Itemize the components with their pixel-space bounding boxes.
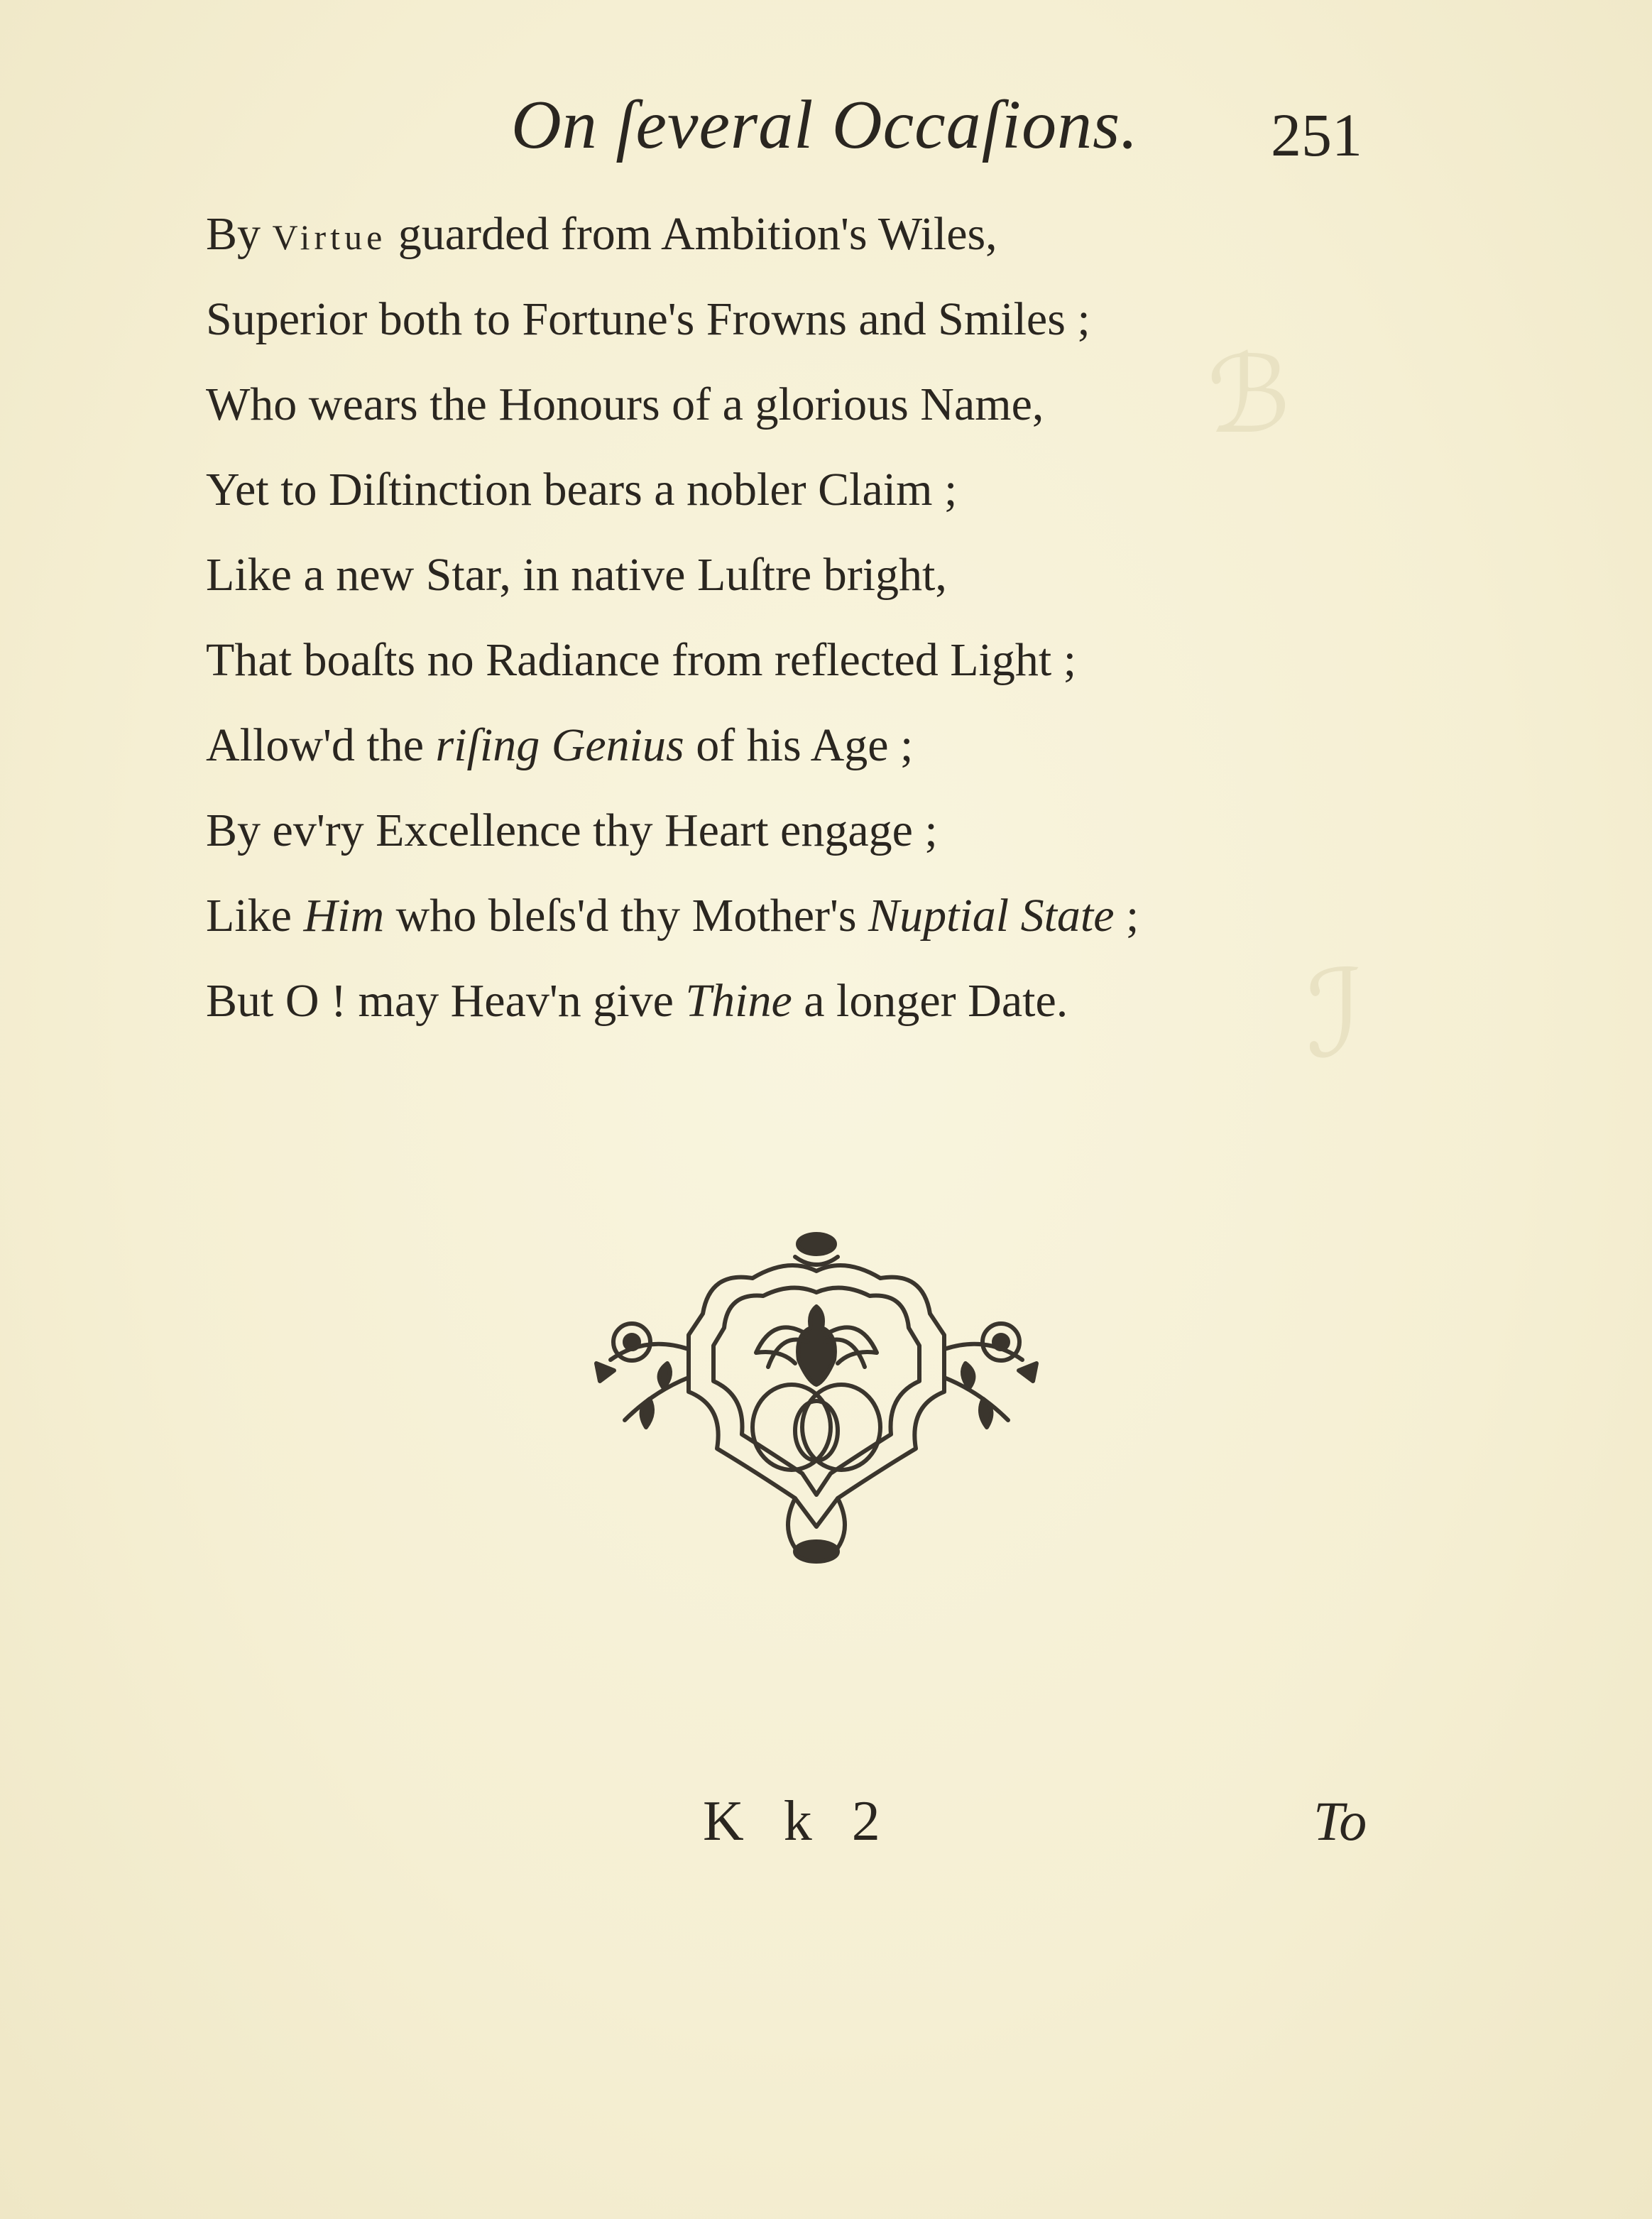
line-text: Yet to Diſtinction bears a nobler Claim ; xyxy=(206,464,958,516)
poem-line xyxy=(206,547,1413,632)
line-text: But O ! may Heav'n give xyxy=(206,975,686,1027)
line-text: Who wears the Honours of a glorious Name, xyxy=(206,378,1044,430)
line-text: Allow'd the xyxy=(206,719,436,771)
line-text: By xyxy=(206,208,273,260)
show-through-texture: ℐ xyxy=(1306,949,1363,1082)
signature-mark: K k 2 xyxy=(703,1790,893,1853)
poem-line xyxy=(206,973,1413,1058)
poem-line xyxy=(206,462,1413,547)
italic-emphasis: Thine xyxy=(685,975,792,1027)
line-text: By ev'ry Excellence thy Heart engage ; xyxy=(206,805,938,856)
poem-line xyxy=(206,206,1413,291)
poem-line xyxy=(206,376,1413,462)
catchword: To xyxy=(1313,1790,1367,1852)
poem-line xyxy=(206,632,1413,717)
poem-stanza xyxy=(206,206,1413,1058)
running-head-title: On ſeveral Occaſions. xyxy=(511,87,1139,163)
eagle-cartouche-ornament-icon xyxy=(582,1228,1051,1569)
poem-line xyxy=(206,717,1413,802)
line-text: who bleſs'd thy Mother's xyxy=(384,890,869,942)
line-text: Superior both to Fortune's Frowns and Smiles ; xyxy=(206,293,1090,345)
line-text: a longer Date. xyxy=(792,975,1068,1027)
poem-line xyxy=(206,802,1413,888)
line-text: guarded from Ambition's Wiles, xyxy=(386,208,997,260)
italic-emphasis: Him xyxy=(303,890,385,942)
line-text: of his Age ; xyxy=(684,719,914,771)
line-text: Like xyxy=(206,890,304,942)
page-number: 251 xyxy=(1271,101,1362,169)
line-text: That boaſts no Radiance from reflected Light ; xyxy=(206,634,1077,686)
poem-line xyxy=(206,291,1413,376)
line-text: ; xyxy=(1114,890,1139,942)
small-caps-word: Virtue xyxy=(272,217,387,257)
poem-line xyxy=(206,888,1413,973)
line-text: Like a new Star, in native Luſtre bright, xyxy=(206,549,947,601)
show-through-texture: ℬ xyxy=(1207,337,1291,455)
italic-emphasis: Nuptial State xyxy=(868,890,1115,942)
italic-emphasis: riſing Genius xyxy=(435,719,684,771)
